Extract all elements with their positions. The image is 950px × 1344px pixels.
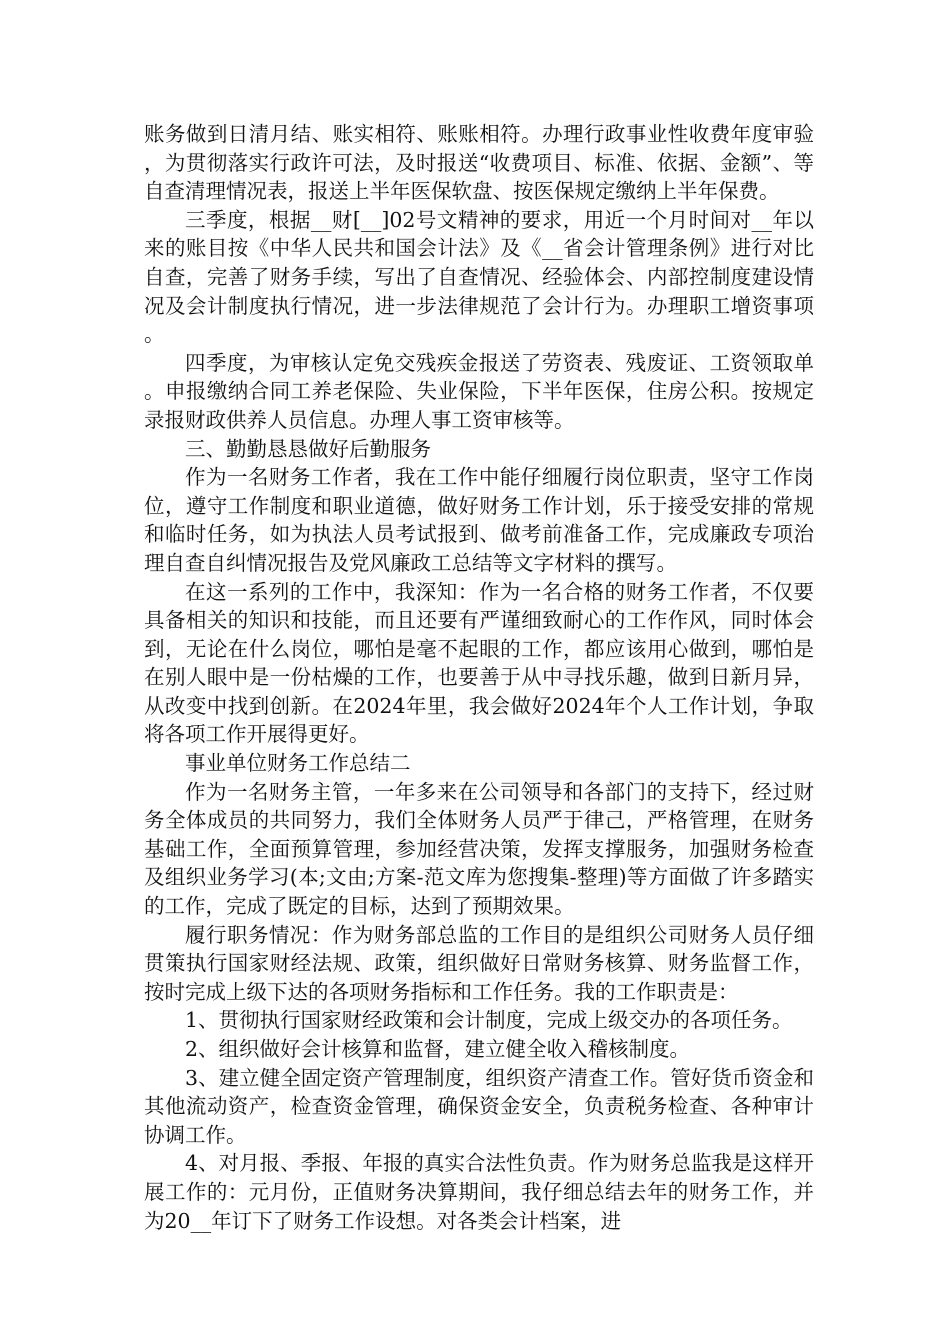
list-item-4: 4、对月报、季报、年报的真实合法性负责。作为财务总监我是这样开展工作的：元月份，正值财务决算期间，我仔细总结去年的财务工作，并为20__年订下了财务工作设想。对各类会计档案，进 xyxy=(144,1151,814,1233)
list-item-3: 3、建立健全固定资产管理制度，组织资产清查工作。管好货币资金和其他流动资产，检查资金管理，确保资金安全，负责税务检查、各种审计协调工作。 xyxy=(144,1065,814,1147)
section-heading-3: 三、勤勤恳恳做好后勤服务 xyxy=(185,436,431,461)
paragraph-5: 在这一系列的工作中，我深知：作为一名合格的财务工作者，不仅要具备相关的知识和技能，而且还要有严谨细致耐心的工作作风，同时体会到，无论在什么岗位，哪怕是毫不起眼的工作，都应该用心做到，哪怕是在别人眼中是一份枯燥的工作，也要善于从中寻找乐趣，做到日新月异，从改变中找到创新。在2024年里，我会做好2024年个人工作计划，争取将各项工作开展得更好。 xyxy=(144,579,814,747)
paragraph-3: 四季度，为审核认定免交残疾金报送了劳资表、残废证、工资领取单。申报缴纳合同工养老保险、失业保险，下半年医保，住房公积。按规定录报财政供养人员信息。办理人事工资审核等。 xyxy=(144,350,814,432)
paragraph-1: 账务做到日清月结、账实相符、账账相符。办理行政事业性收费年度审验，为贯彻落实行政许可法，及时报送“收费项目、标准、依据、金额”、等自查清理情况表，报送上半年医保软盘、按医保规定缴纳上半年保费。 xyxy=(144,122,814,204)
list-item-2: 2、组织做好会计核算和监督，建立健全收入稽核制度。 xyxy=(185,1037,691,1061)
list-item-1: 1、贯彻执行国家财经政策和会计制度，完成上级交办的各项任务。 xyxy=(185,1008,793,1033)
paragraph-6: 作为一名财务主管，一年多来在公司领导和各部门的支持下，经过财务全体成员的共同努力，我们全体财务人员严于律己，严格管理，在财务基础工作，全面预算管理，参加经营决策，发挥支撑服务，加强财务检查及组织业务学习(本;文由;方案-范文库为您搜集-整理)等方面做了许多踏实的工作，完成了既定的目标，达到了预期效果。 xyxy=(144,779,814,919)
paragraph-4: 作为一名财务工作者，我在工作中能仔细履行岗位职责，坚守工作岗位，遵守工作制度和职业道德，做好财务工作计划，乐于接受安排的常规和临时任务，如为执法人员考试报到、做考前准备工作，完成廉政专项治理自查自纠情况报告及党风廉政工总结等文字材料的撰写。 xyxy=(144,465,814,575)
section-title-summary-two: 事业单位财务工作总结二 xyxy=(185,751,411,776)
paragraph-7: 履行职务情况：作为财务部总监的工作目的是组织公司财务人员仔细贯策执行国家财经法规、政策，组织做好日常财务核算、财务监督工作，按时完成上级下达的各项财务指标和工作任务。我的工作职责是： xyxy=(144,922,814,1004)
document-body xyxy=(144,120,814,1235)
paragraph-2: 三季度，根据__财[__]02号文精神的要求，用近一个月时间对__年以来的账目按《中华人民共和国会计法》及《__省会计管理条例》进行对比自查，完善了财务手续，写出了自查情况、经验体会、内部控制度建设情况及会计制度执行情况，进一步法律规范了会计行为。办理职工增资事项。 xyxy=(144,207,814,347)
